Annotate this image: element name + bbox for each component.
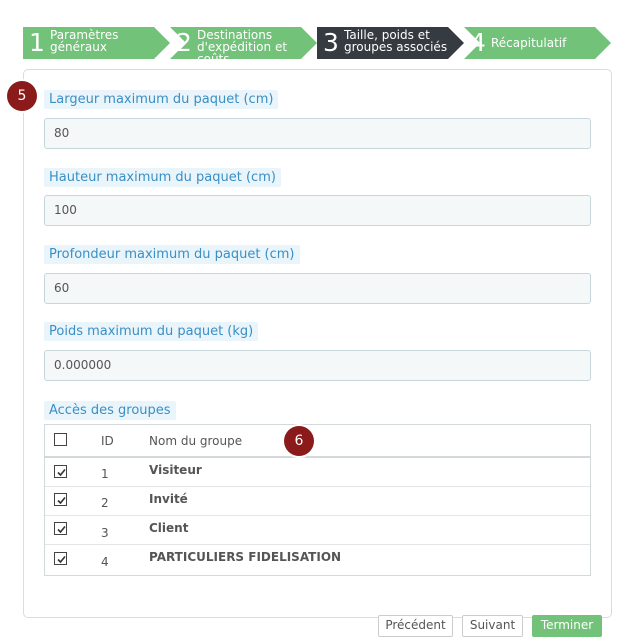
wizard-step-1[interactable] [23,27,170,59]
max-width-label: Largeur maximum du paquet (cm) [44,90,278,109]
step-4-number: 4 [470,28,486,57]
next-button[interactable]: Suivant [462,615,523,637]
check-icon [56,554,67,565]
select-all-checkbox[interactable] [54,433,67,446]
check-icon [56,467,67,478]
group-checkbox[interactable] [54,552,67,565]
step-2-label: Destinations d'expédition et coûts [197,28,288,66]
column-name-header: Nom du groupe [149,434,243,448]
max-height-label: Hauteur maximum du paquet (cm) [44,168,281,187]
group-id: 1 [101,467,109,481]
step-1-number: 1 [29,28,45,57]
annotation-badge-5: 5 [7,81,37,111]
group-checkbox[interactable] [54,465,67,478]
previous-button[interactable]: Précédent [378,615,453,637]
wizard-step-4[interactable] [464,27,611,59]
group-checkbox[interactable] [54,493,67,506]
step-4-label: Récapitulatif [491,36,567,50]
step-2-number: 2 [176,28,192,57]
table-row [45,545,590,574]
group-name: Visiteur [149,463,202,477]
group-name: Client [149,521,189,535]
annotation-badge-6: 6 [284,426,314,456]
table-row [45,487,590,516]
step-1-label: Paramètres généraux [50,28,119,54]
group-access-label: Accès des groupes [44,401,176,420]
max-weight-input[interactable]: 0.000000 [44,350,591,381]
group-checkbox[interactable] [54,522,67,535]
wizard-stepper [0,27,619,66]
max-weight-label: Poids maximum du paquet (kg) [44,322,258,341]
check-icon [56,495,67,506]
check-icon [56,524,67,535]
group-access-table [44,424,591,576]
group-name: Invité [149,492,188,506]
group-id: 4 [101,555,109,569]
group-name: PARTICULIERS FIDELISATION [149,550,342,564]
table-header [45,425,590,458]
column-id-header: ID [101,434,114,448]
wizard-step-2[interactable] [170,27,317,66]
table-row [45,458,590,487]
max-depth-label: Profondeur maximum du paquet (cm) [44,245,300,264]
max-height-input[interactable]: 100 [44,195,591,226]
wizard-step-3-current[interactable] [317,27,464,59]
step-3-label: Taille, poids et groupes associés [344,28,448,54]
max-width-input[interactable]: 80 [44,118,591,149]
step-3-number: 3 [323,28,339,57]
group-id: 3 [101,526,109,540]
table-row [45,516,590,545]
max-depth-input[interactable]: 60 [44,273,591,304]
group-id: 2 [101,496,109,510]
finish-button[interactable]: Terminer [532,615,602,637]
